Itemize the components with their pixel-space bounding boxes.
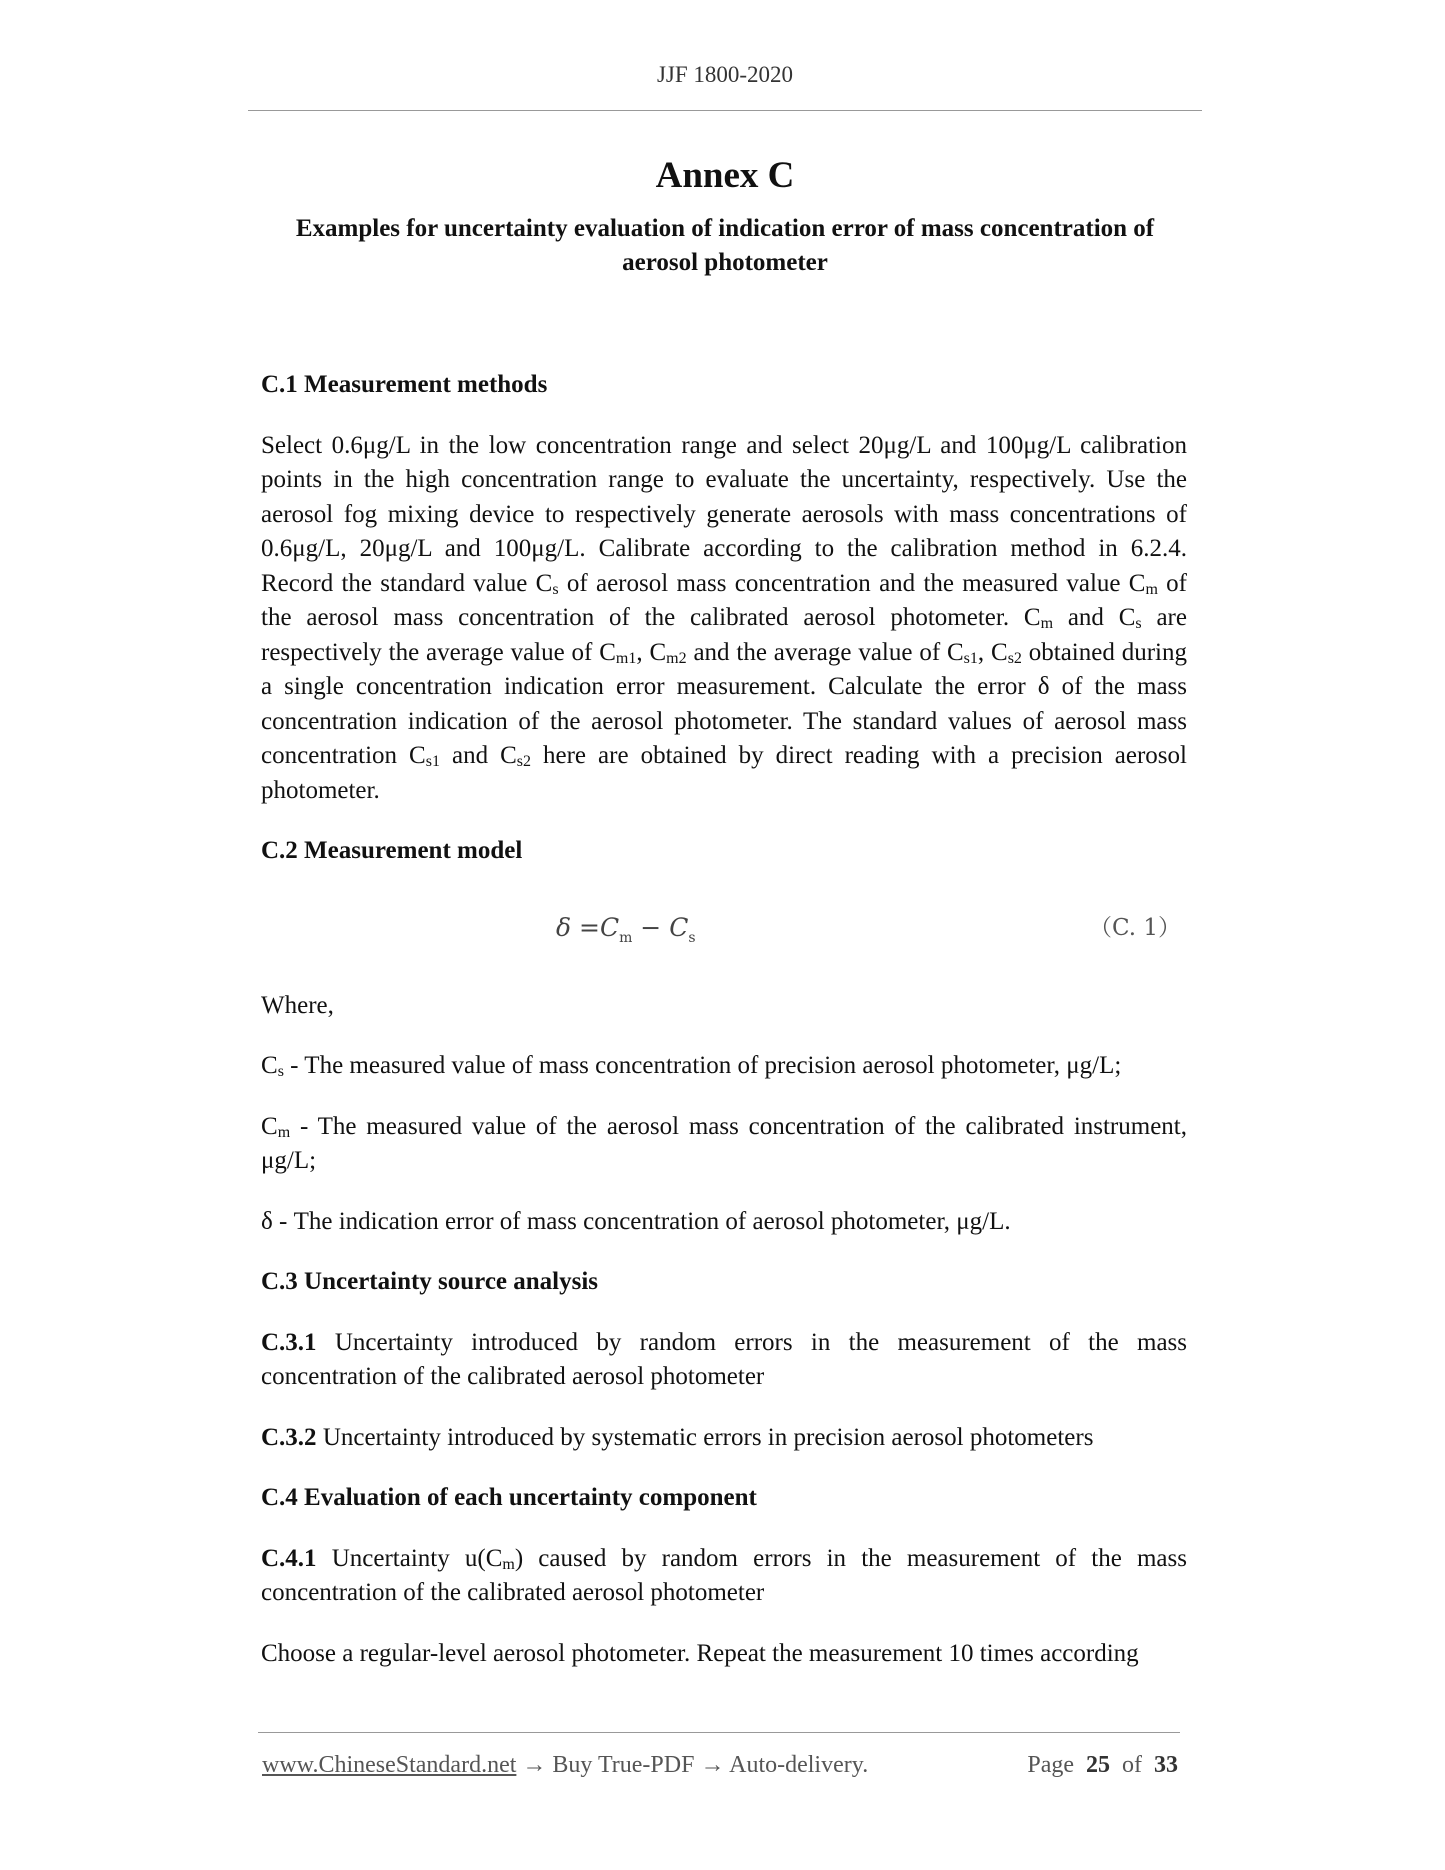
footer-promo-text: → Buy True-PDF → Auto-delivery.: [516, 1752, 869, 1778]
c3-1-paragraph: C.3.1 Uncertainty introduced by random errors in the measurement of the mass concentration of the calibrated aerosol photometer: [261, 1328, 1187, 1390]
header-divider: [248, 110, 1202, 111]
definition-cs: $C_s$ - The measured value of mass concentration of precision aerosol photometer, μg/L;: [261, 1052, 1122, 1080]
c4-1-paragraph: C.4.1 Uncertainty $u(C_m)$ caused by random errors in the measurement of the mass concentration of the calibrated aerosol photometer: [261, 1544, 1187, 1606]
definition-delta: δ - The indication error of mass concentration of aerosol photometer, μg/L.: [261, 1207, 1011, 1235]
page-footer: [262, 1752, 1178, 1779]
where-label: Where,: [261, 991, 334, 1019]
section-heading-c2: C.2 Measurement model: [261, 837, 523, 864]
annex-subtitle: [248, 212, 1202, 280]
equation-number: （C. 1）: [1088, 914, 1181, 941]
annex-subtitle-line2: aerosol photometer: [622, 249, 828, 276]
c4-1-body: Choose a regular-level aerosol photometer. Repeat the measurement 10 times according: [261, 1639, 1139, 1667]
annex-subtitle-line1: Examples for uncertainty evaluation of indication error of mass concentration of: [295, 215, 1155, 242]
equation-c1: [261, 911, 1187, 947]
section-heading-c3: C.3 Uncertainty source analysis: [261, 1268, 599, 1295]
running-header: JJF 1800-2020: [656, 62, 794, 87]
c1-paragraph: Select 0.6μg/L in the low concentration range and select 20μg/L and 100μg/L calibration points in the high concentration range to evaluate the uncertainty, respectively. Use the aerosol fog mixing device to respectively generate aerosols with mass concentrations of 0.6μg/L, 20μg/L and 100μg/L. Calibrate according to the calibration method in 6.2.4. Record the standard value $C_s$ of aerosol mass concentration and the measured value $C_m$ of the aerosol mass concentration of the calibrated aerosol photometer. $C_m$ and $C_s$ are respectively the average value of $C_{m1}$, $C_{m2}$ and the average value of $C_{s1}$, $C_{s2}$ obtained during a single concentration indication error measurement. Calculate the error δ of the mass concentration indication of the aerosol photometer. The standard values of aerosol mass concentration $C_{s1}$ and $C_{s2}$ here are obtained by direct reading with a precision aerosol photometer.: [261, 431, 1187, 804]
section-heading-c1: C.1 Measurement methods: [261, 371, 548, 398]
document-body: [261, 368, 1187, 1671]
c3-2-paragraph: C.3.2 Uncertainty introduced by systematic errors in precision aerosol photometers: [261, 1423, 1094, 1451]
annex-title: Annex C: [655, 155, 795, 196]
definition-cm: $C_m$ - The measured value of the aerosol mass concentration of the calibrated instrument, μg/L;: [261, 1112, 1187, 1174]
footer-website-link[interactable]: www.ChineseStandard.net: [262, 1752, 517, 1778]
section-heading-c4: C.4 Evaluation of each uncertainty component: [261, 1484, 757, 1511]
footer-divider: [258, 1732, 1180, 1733]
page-number: Page 25 of 33: [1027, 1752, 1178, 1778]
equation-expression: $\delta =C_m - C_s$: [556, 912, 696, 946]
